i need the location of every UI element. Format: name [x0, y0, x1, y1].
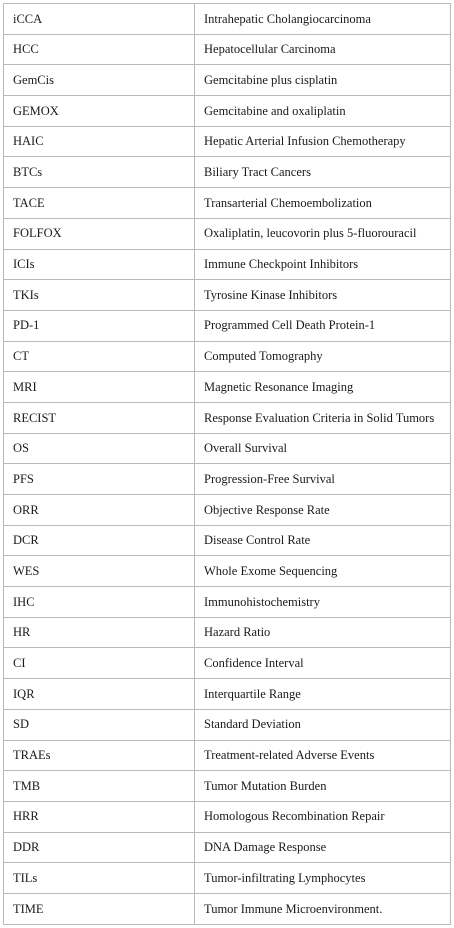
abbreviation-cell: TIME — [4, 893, 195, 924]
table-row — [4, 310, 451, 341]
abbreviation-cell: TMB — [4, 771, 195, 802]
abbreviation-cell: DCR — [4, 525, 195, 556]
definition-cell: Disease Control Rate — [195, 525, 451, 556]
abbreviation-cell: HCC — [4, 34, 195, 65]
definition-cell: Tumor Immune Microenvironment. — [195, 893, 451, 924]
definition-cell: Tumor-infiltrating Lymphocytes — [195, 863, 451, 894]
abbreviation-cell: OS — [4, 433, 195, 464]
definition-cell: Magnetic Resonance Imaging — [195, 372, 451, 403]
definition-cell: Homologous Recombination Repair — [195, 801, 451, 832]
table-row — [4, 863, 451, 894]
table-row — [4, 617, 451, 648]
definition-cell: Interquartile Range — [195, 679, 451, 710]
definition-cell: Transarterial Chemoembolization — [195, 188, 451, 219]
abbreviation-cell: WES — [4, 556, 195, 587]
table-row — [4, 402, 451, 433]
table-row — [4, 525, 451, 556]
abbreviation-cell: ICIs — [4, 249, 195, 280]
definition-cell: Standard Deviation — [195, 709, 451, 740]
abbreviation-cell: IHC — [4, 587, 195, 618]
abbreviation-table-container — [3, 3, 450, 925]
abbreviation-cell: RECIST — [4, 402, 195, 433]
definition-cell: Gemcitabine and oxaliplatin — [195, 96, 451, 127]
abbreviation-cell: CI — [4, 648, 195, 679]
abbreviation-cell: MRI — [4, 372, 195, 403]
definition-cell: Immune Checkpoint Inhibitors — [195, 249, 451, 280]
abbreviation-cell: BTCs — [4, 157, 195, 188]
definition-cell: Computed Tomography — [195, 341, 451, 372]
definition-cell: Whole Exome Sequencing — [195, 556, 451, 587]
table-row — [4, 249, 451, 280]
abbreviation-cell: ORR — [4, 495, 195, 526]
table-row — [4, 188, 451, 219]
abbreviation-cell: GemCis — [4, 65, 195, 96]
table-row — [4, 740, 451, 771]
abbreviation-cell: HRR — [4, 801, 195, 832]
abbreviation-cell: TKIs — [4, 280, 195, 311]
definition-cell: Tyrosine Kinase Inhibitors — [195, 280, 451, 311]
table-row — [4, 157, 451, 188]
table-row — [4, 679, 451, 710]
table-row — [4, 34, 451, 65]
abbreviation-cell: HAIC — [4, 126, 195, 157]
definition-cell: Gemcitabine plus cisplatin — [195, 65, 451, 96]
table-row — [4, 648, 451, 679]
abbreviation-cell: iCCA — [4, 4, 195, 35]
definition-cell: DNA Damage Response — [195, 832, 451, 863]
table-row — [4, 65, 451, 96]
abbreviation-cell: SD — [4, 709, 195, 740]
definition-cell: Treatment-related Adverse Events — [195, 740, 451, 771]
table-row — [4, 4, 451, 35]
table-row — [4, 893, 451, 924]
abbreviation-cell: PFS — [4, 464, 195, 495]
abbreviation-cell: FOLFOX — [4, 218, 195, 249]
abbreviation-cell: GEMOX — [4, 96, 195, 127]
table-row — [4, 126, 451, 157]
abbreviation-cell: HR — [4, 617, 195, 648]
abbreviation-cell: IQR — [4, 679, 195, 710]
table-row — [4, 341, 451, 372]
definition-cell: Intrahepatic Cholangiocarcinoma — [195, 4, 451, 35]
definition-cell: Hepatic Arterial Infusion Chemotherapy — [195, 126, 451, 157]
table-row — [4, 801, 451, 832]
definition-cell: Oxaliplatin, leucovorin plus 5-fluorouracil — [195, 218, 451, 249]
table-row — [4, 96, 451, 127]
abbreviation-cell: CT — [4, 341, 195, 372]
abbreviation-cell: TRAEs — [4, 740, 195, 771]
definition-cell: Overall Survival — [195, 433, 451, 464]
definition-cell: Confidence Interval — [195, 648, 451, 679]
definition-cell: Response Evaluation Criteria in Solid Tumors — [195, 402, 451, 433]
table-row — [4, 495, 451, 526]
definition-cell: Tumor Mutation Burden — [195, 771, 451, 802]
definition-cell: Progression-Free Survival — [195, 464, 451, 495]
table-row — [4, 218, 451, 249]
definition-cell: Objective Response Rate — [195, 495, 451, 526]
abbreviation-cell: PD-1 — [4, 310, 195, 341]
abbreviation-table — [3, 3, 451, 925]
table-row — [4, 556, 451, 587]
abbreviation-table-body — [4, 4, 451, 925]
table-row — [4, 587, 451, 618]
table-row — [4, 464, 451, 495]
table-row — [4, 771, 451, 802]
abbreviation-cell: TILs — [4, 863, 195, 894]
definition-cell: Hepatocellular Carcinoma — [195, 34, 451, 65]
abbreviation-cell: DDR — [4, 832, 195, 863]
table-row — [4, 709, 451, 740]
table-row — [4, 832, 451, 863]
definition-cell: Biliary Tract Cancers — [195, 157, 451, 188]
table-row — [4, 280, 451, 311]
abbreviation-cell: TACE — [4, 188, 195, 219]
definition-cell: Programmed Cell Death Protein-1 — [195, 310, 451, 341]
definition-cell: Immunohistochemistry — [195, 587, 451, 618]
definition-cell: Hazard Ratio — [195, 617, 451, 648]
table-row — [4, 372, 451, 403]
table-row — [4, 433, 451, 464]
